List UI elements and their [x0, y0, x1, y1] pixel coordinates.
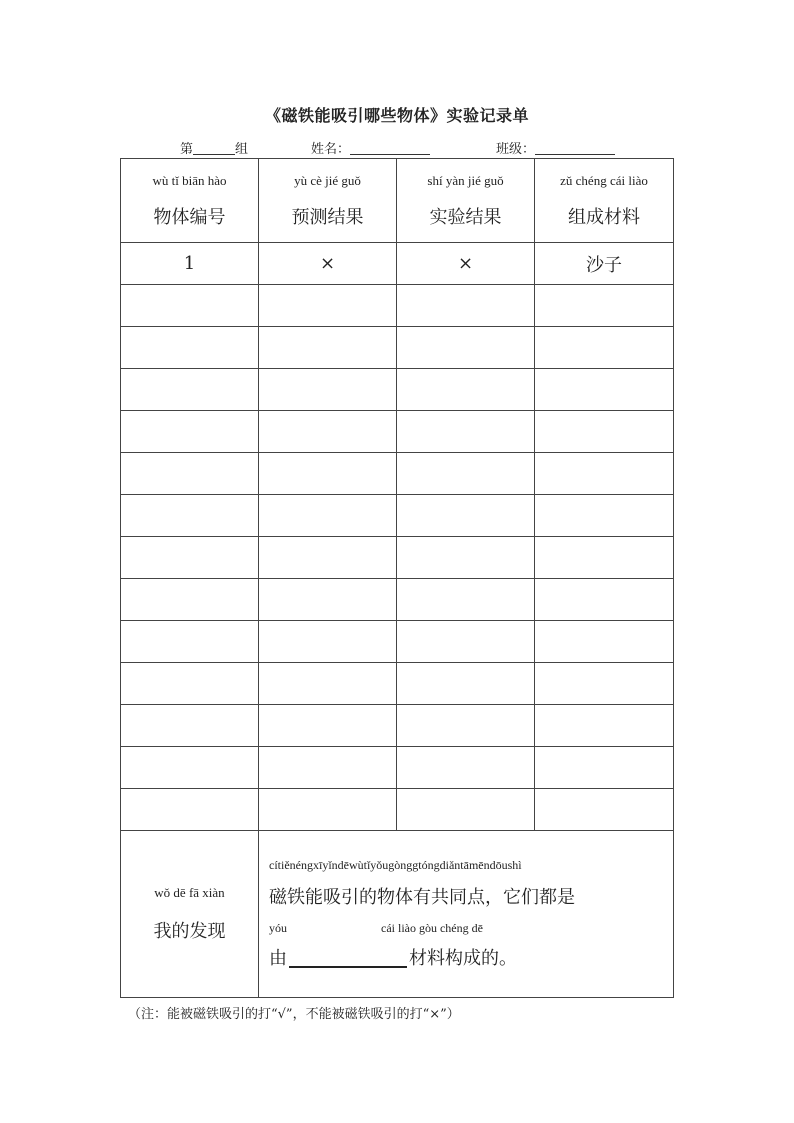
cell-experiment-result[interactable]: [397, 705, 535, 747]
finding-line4: [269, 944, 673, 970]
table-row: [121, 579, 674, 621]
cell-material[interactable]: [535, 579, 674, 621]
cell-material[interactable]: [535, 369, 674, 411]
finding-line3-pinyin: [269, 921, 673, 936]
header-label: 物体编号: [153, 206, 226, 228]
cell-prediction[interactable]: [259, 327, 397, 369]
cell-prediction[interactable]: [259, 369, 397, 411]
finding-text-cell: [259, 831, 674, 998]
finding-line1-pinyin: cítiěnéngxīyǐndēwùtǐyǒugònggtóngdiǎntāmēndōushì: [269, 858, 522, 872]
cell-object-number[interactable]: [121, 579, 259, 621]
table-row: [121, 411, 674, 453]
header-pinyin: yù cè jié guǒ: [294, 172, 361, 188]
cell-object-number[interactable]: [121, 411, 259, 453]
cell-material[interactable]: [535, 285, 674, 327]
cell-material[interactable]: [535, 789, 674, 831]
name-field: [311, 138, 430, 157]
cell-material[interactable]: [535, 411, 674, 453]
header-cell-material: [535, 159, 674, 243]
table-row: [121, 453, 674, 495]
cell-material[interactable]: [535, 621, 674, 663]
table-row: [121, 327, 674, 369]
table-row: [121, 369, 674, 411]
cell-object-number[interactable]: [121, 705, 259, 747]
cell-prediction[interactable]: [259, 285, 397, 327]
cell-material[interactable]: [535, 495, 674, 537]
group-field: [180, 138, 248, 157]
cell-object-number[interactable]: [121, 369, 259, 411]
cell-prediction[interactable]: [259, 747, 397, 789]
header-cell-prediction: [259, 159, 397, 243]
header-row: [121, 159, 674, 243]
group-suffix: 组: [235, 142, 249, 157]
class-label: 班级：: [496, 142, 536, 157]
group-prefix: 第: [180, 142, 194, 157]
cell-object-number[interactable]: [121, 327, 259, 369]
header-label: 实验结果: [429, 206, 502, 228]
cell-experiment-result[interactable]: [397, 369, 535, 411]
finding-label: 我的发现: [153, 921, 226, 942]
cell-experiment-result[interactable]: [397, 579, 535, 621]
cell-experiment-result: ×: [397, 243, 535, 285]
group-blank[interactable]: [193, 141, 235, 155]
table-row: [121, 747, 674, 789]
cell-experiment-result[interactable]: [397, 327, 535, 369]
footnote: （注：能被磁铁吸引的打“√”，不能被磁铁吸引的打“×”）: [128, 1007, 460, 1022]
cell-material[interactable]: [535, 747, 674, 789]
cell-prediction[interactable]: [259, 579, 397, 621]
finding-prefix: 由: [269, 948, 287, 969]
finding-suffix: 材料构成的。: [409, 948, 517, 969]
name-blank[interactable]: [350, 141, 430, 155]
name-label: 姓名：: [311, 142, 351, 157]
cell-experiment-result[interactable]: [397, 285, 535, 327]
header-pinyin: wù tǐ biān hào: [152, 172, 227, 188]
cell-experiment-result[interactable]: [397, 747, 535, 789]
worksheet-title: 《磁铁能吸引哪些物体》实验记录单: [264, 106, 529, 125]
header-label: 预测结果: [291, 206, 364, 228]
table-row: [121, 243, 674, 285]
cell-material[interactable]: [535, 537, 674, 579]
cell-material[interactable]: [535, 453, 674, 495]
class-blank[interactable]: [535, 141, 615, 155]
cell-material[interactable]: [535, 705, 674, 747]
material-answer-blank[interactable]: [289, 946, 407, 968]
cell-object-number[interactable]: [121, 621, 259, 663]
header-pinyin: zǔ chéng cái liào: [560, 172, 648, 188]
table-row: [121, 789, 674, 831]
cell-object-number[interactable]: [121, 663, 259, 705]
cell-material[interactable]: [535, 327, 674, 369]
finding-pinyin-material: cái liào gòu chéng dē: [381, 921, 483, 935]
cell-prediction[interactable]: [259, 705, 397, 747]
cell-object-number[interactable]: [121, 453, 259, 495]
cell-object-number[interactable]: [121, 789, 259, 831]
cell-experiment-result[interactable]: [397, 453, 535, 495]
header-label: 组成材料: [568, 206, 640, 228]
header-cell-object-number: [121, 159, 259, 243]
header-pinyin: shí yàn jié guǒ: [427, 172, 504, 188]
table-row: [121, 285, 674, 327]
cell-material[interactable]: [535, 663, 674, 705]
cell-experiment-result[interactable]: [397, 621, 535, 663]
cell-prediction[interactable]: [259, 453, 397, 495]
cell-experiment-result[interactable]: [397, 663, 535, 705]
table-row: [121, 495, 674, 537]
cell-object-number: 1: [121, 243, 259, 285]
finding-pinyin: wǒ dē fā xiàn: [154, 885, 225, 900]
record-table: [120, 158, 674, 998]
table-row: [121, 621, 674, 663]
cell-prediction[interactable]: [259, 663, 397, 705]
cell-object-number[interactable]: [121, 285, 259, 327]
cell-object-number[interactable]: [121, 537, 259, 579]
table-row: [121, 705, 674, 747]
cell-prediction[interactable]: [259, 621, 397, 663]
finding-row: [121, 831, 674, 998]
cell-prediction[interactable]: [259, 411, 397, 453]
cell-experiment-result[interactable]: [397, 537, 535, 579]
cell-prediction[interactable]: [259, 789, 397, 831]
finding-label-cell: [121, 831, 259, 998]
finding-pinyin-you: yóu: [269, 921, 287, 935]
cell-prediction[interactable]: [259, 537, 397, 579]
cell-prediction: ×: [259, 243, 397, 285]
cell-experiment-result[interactable]: [397, 411, 535, 453]
table-row: [121, 537, 674, 579]
cell-material: 沙子: [535, 243, 674, 285]
cell-experiment-result[interactable]: [397, 789, 535, 831]
cell-experiment-result[interactable]: [397, 495, 535, 537]
header-cell-experiment-result: [397, 159, 535, 243]
table-row: [121, 663, 674, 705]
class-field: [496, 138, 615, 157]
cell-prediction[interactable]: [259, 495, 397, 537]
cell-object-number[interactable]: [121, 747, 259, 789]
cell-object-number[interactable]: [121, 495, 259, 537]
finding-line2: 磁铁能吸引的物体有共同点，它们都是: [269, 887, 575, 908]
